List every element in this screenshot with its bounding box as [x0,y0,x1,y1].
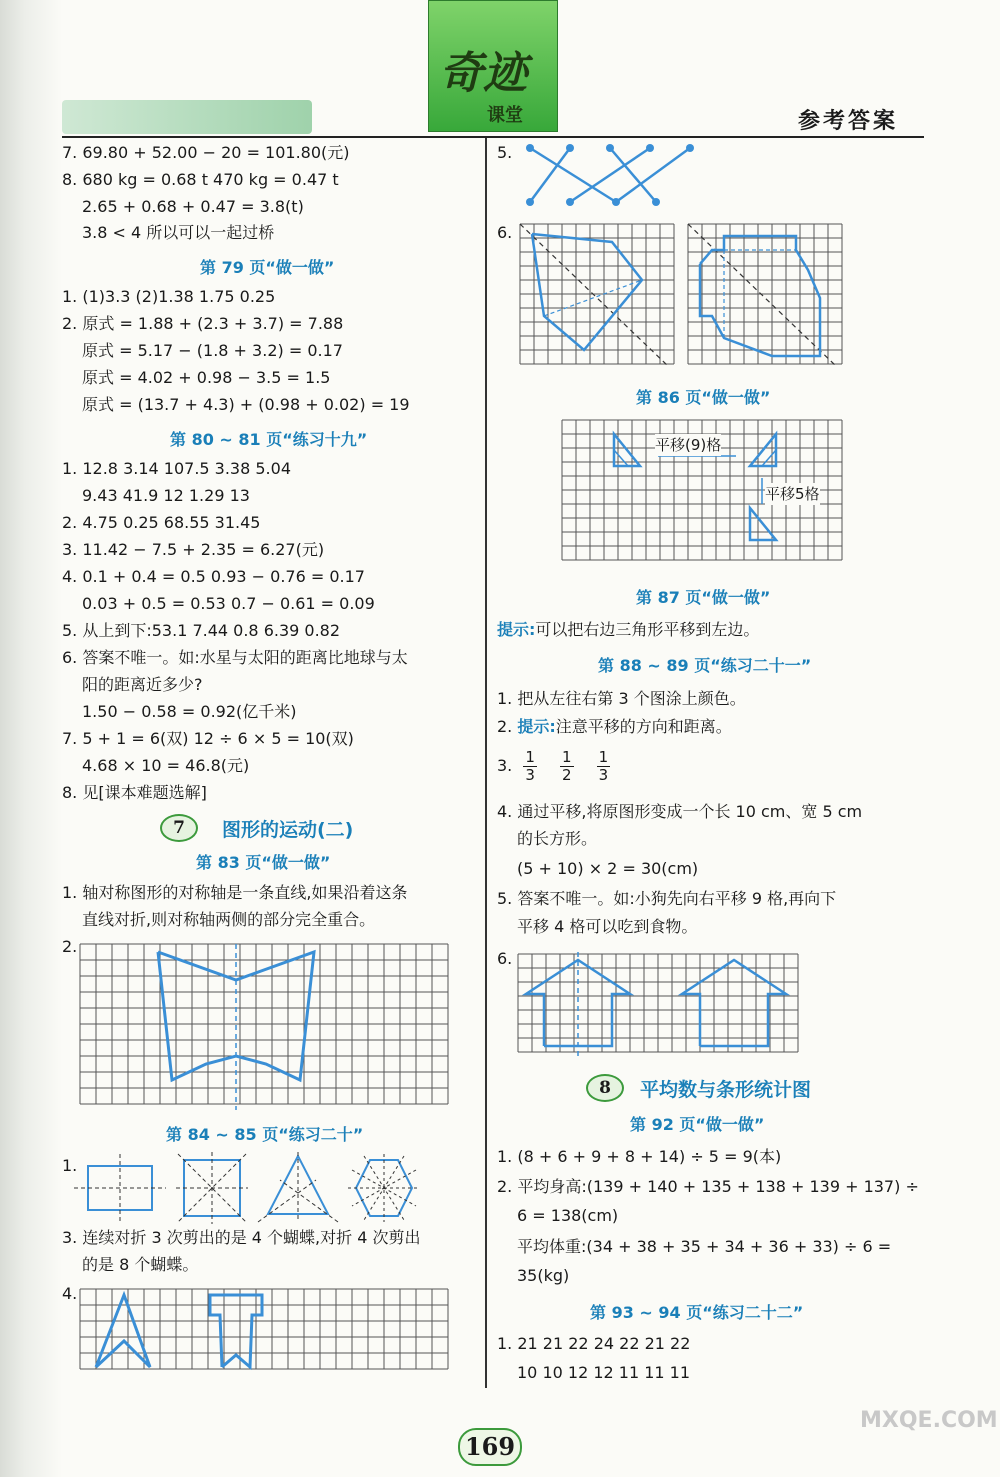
translation-label: 平移(9)格 [655,436,722,454]
matching-figure [520,140,700,210]
answer-line: 平移 4 格可以吃到食物。 [517,917,698,936]
chapter-number: 8 [586,1074,624,1102]
answer-line: 8. 680 kg = 0.68 t 470 kg = 0.47 t [62,170,339,189]
answer-line: 4.68 × 10 = 46.8(元) [82,756,250,775]
answer-line: 9.43 41.9 12 1.29 13 [82,486,250,505]
answer-line: 6. [497,223,513,242]
fraction: $\frac{1}{3}$ [598,748,609,784]
chapter-title: 平均数与条形统计图 [640,1079,812,1101]
fraction: $\frac{1}{3}$ [525,748,535,784]
answer-line: 1. 轴对称图形的对称轴是一条直线,如果沿着这条 [62,883,408,902]
answer-line: 2. 4.75 0.25 68.55 31.45 [62,513,261,532]
answer-line: 2. 原式 = 1.88 + (2.3 + 3.7) = 7.88 [62,314,344,333]
answer-line: 的是 8 个蝴蝶。 [82,1255,199,1274]
answer-line: 10 10 12 12 11 11 11 [517,1363,691,1382]
chapter-title: 图形的运动(二) [222,819,354,841]
answer-line: 4. 0.1 + 0.4 = 0.5 0.93 − 0.76 = 0.17 [62,567,365,586]
answer-line: 6. 答案不唯一。如:水星与太阳的距离比地球与太 [62,648,408,667]
answer-line: 2. [62,937,78,956]
series-logo [428,0,558,132]
answer-line: 6. [497,949,513,968]
answer-line: 3.8 < 4 所以可以一起过桥 [82,223,275,242]
answer-line: 3. 11.42 − 7.5 + 2.35 = 6.27(元) [62,540,325,559]
section-heading: 第 79 页“做一做” [200,258,335,277]
answer-line: 4. 通过平移,将原图形变成一个长 10 cm、宽 5 cm [497,802,863,821]
answer-line: 平均体重:(34 + 38 + 35 + 34 + 36 + 33) ÷ 6 = [517,1237,892,1256]
section-heading: 第 84 ~ 85 页“练习二十” [166,1125,364,1144]
item-number: 3. [497,756,513,775]
hint-line [497,619,759,641]
section-heading: 第 88 ~ 89 页“练习二十一” [598,656,812,675]
answer-line: 2. 平均身高:(139 + 140 + 135 + 138 + 139 + 137) ÷ [497,1177,919,1196]
symmetry-completion-figure [76,1285,448,1385]
answer-line: 1. [62,1156,78,1175]
answer-line: 1.50 − 0.58 = 0.92(亿千米) [82,702,297,721]
section-heading: 第 93 ~ 94 页“练习二十二” [590,1303,804,1322]
answer-line: 7. 69.80 + 52.00 − 20 = 101.80(元) [62,143,350,162]
answer-line: 2.65 + 0.68 + 0.47 = 3.8(t) [82,197,304,216]
symmetry-figure [76,940,448,1114]
header-decoration [62,100,312,134]
answer-line: 5. 从上到下:53.1 7.44 0.8 6.39 0.82 [62,621,341,640]
answer-line: 7. 5 + 1 = 6(双) 12 ÷ 6 × 5 = 10(双) [62,729,354,748]
section-heading: 第 86 页“做一做” [636,388,771,407]
logo-text: 奇迹 [439,48,527,99]
symmetry-grid-b [684,220,844,370]
answer-line: 4. [62,1284,78,1303]
translation-label: 平移5格 [765,485,820,503]
house-translation-figure [514,950,812,1060]
answer-line: 8. 见[课本难题选解] [62,783,207,802]
watermark: MXQE.COM [860,1408,998,1433]
answer-line: 1. 把从左往右第 3 个图涂上颜色。 [497,689,746,708]
answer-line: 6 = 138(cm) [517,1206,619,1225]
header-rule [62,136,924,138]
fraction: $\frac{1}{2}$ [562,748,572,784]
hint-label: 提示: [497,620,536,639]
answer-line: 1. 12.8 3.14 107.5 3.38 5.04 [62,459,291,478]
answer-line: 阳的距离近多少? [82,675,203,694]
hint-label: 提示: [517,717,556,736]
item-number: 2. [497,717,518,736]
symmetry-grid-a [516,220,676,370]
answer-line: 1. 21 21 22 24 22 21 22 [497,1334,691,1353]
hint-text: 注意平移的方向和距离。 [555,717,732,736]
fraction-line [497,748,628,784]
section-heading: 第 87 页“做一做” [636,588,771,607]
logo-subtext: 课堂 [487,105,523,126]
section-heading: 第 92 页“做一做” [630,1115,765,1134]
answer-line: 1. (8 + 6 + 9 + 8 + 14) ÷ 5 = 9(本) [497,1147,782,1166]
answer-line: 5. 答案不唯一。如:小狗先向右平移 9 格,再向下 [497,889,837,908]
page-spine [0,0,62,1477]
answer-line: 35(kg) [517,1266,570,1285]
answer-line: 0.03 + 0.5 = 0.53 0.7 − 0.61 = 0.09 [82,594,375,613]
answer-line: 直线对折,则对称轴两侧的部分完全重合。 [82,910,376,929]
hint-line [497,716,732,738]
answer-line: 原式 = (13.7 + 4.3) + (0.98 + 0.02) = 19 [82,395,410,414]
answer-line: 原式 = 5.17 − (1.8 + 3.2) = 0.17 [82,341,343,360]
section-heading: 第 80 ~ 81 页“练习十九” [170,430,368,449]
answer-line: (5 + 10) × 2 = 30(cm) [517,859,699,878]
column-divider [485,138,487,1388]
answer-line: 原式 = 4.02 + 0.98 − 3.5 = 1.5 [82,368,331,387]
chapter-number: 7 [160,814,198,842]
symmetry-axes-figure [72,1150,452,1230]
hint-text: 可以把右边三角形平移到左边。 [535,620,760,639]
page-title: 参考答案 [798,108,899,134]
section-heading: 第 83 页“做一做” [196,853,331,872]
answer-line: 1. (1)3.3 (2)1.38 1.75 0.25 [62,287,276,306]
page-number: 169 [458,1428,522,1466]
answer-line: 3. 连续对折 3 次剪出的是 4 个蝴蝶,对折 4 次剪出 [62,1228,421,1247]
answer-line: 的长方形。 [517,829,598,848]
answer-line: 5. [497,143,513,162]
